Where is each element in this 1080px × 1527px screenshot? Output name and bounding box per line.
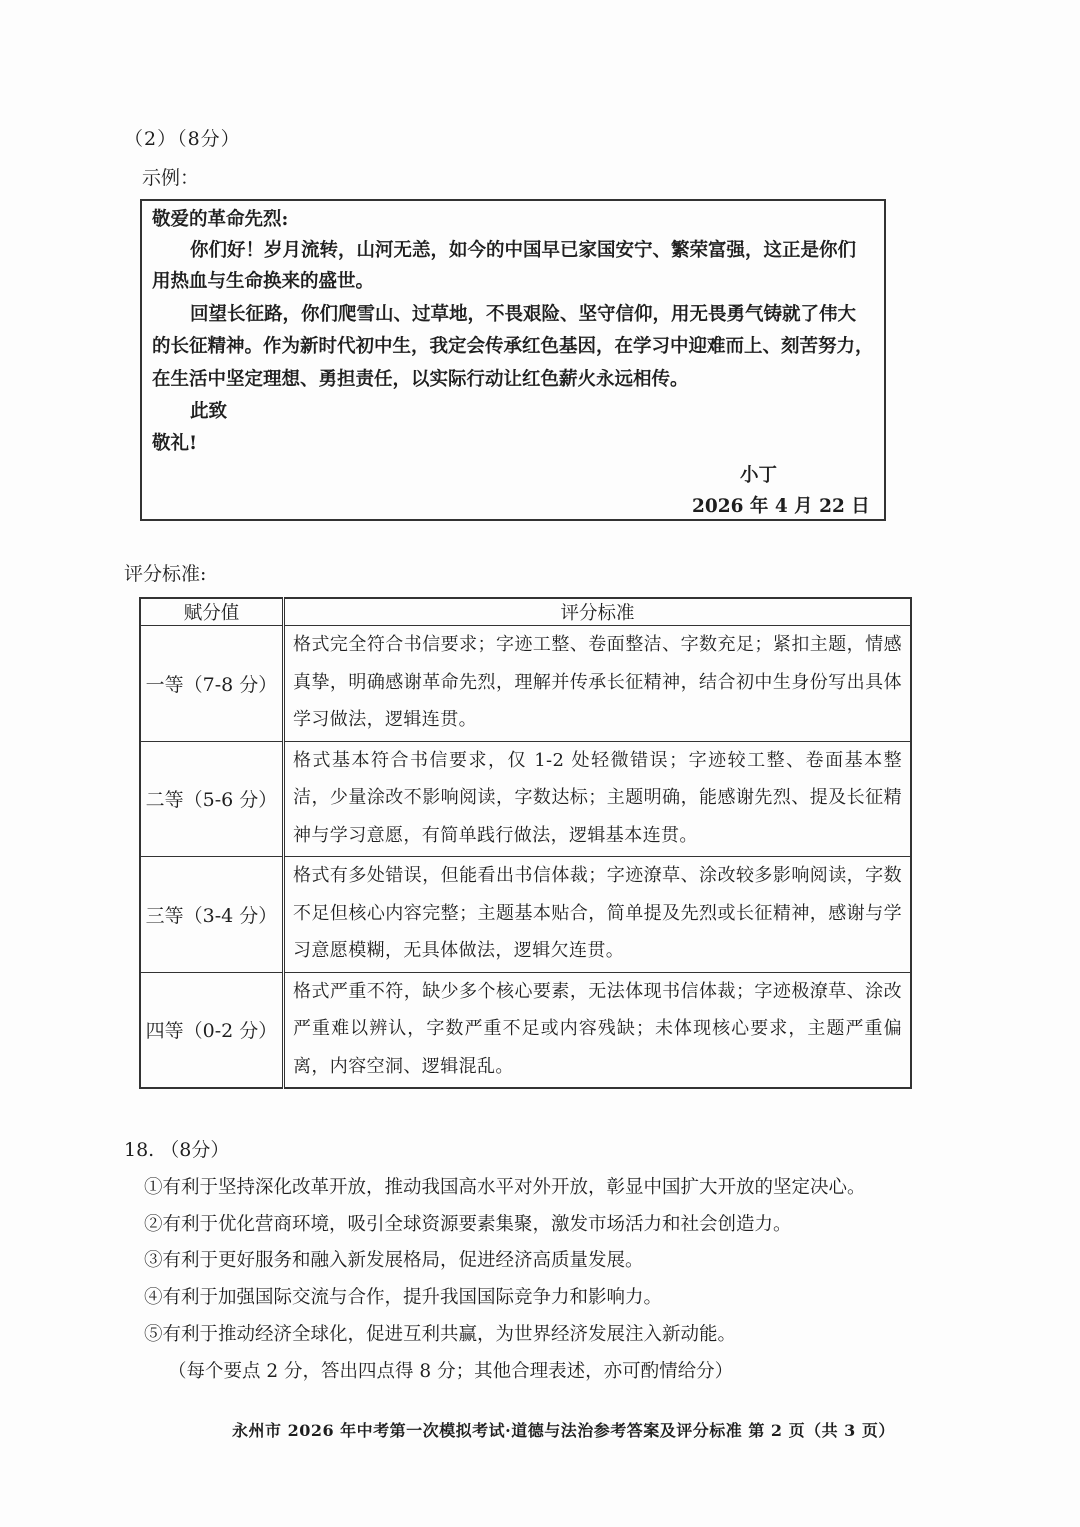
letter-greeting: 敬礼!	[152, 433, 198, 454]
answer-point: ②有利于优化营商环境，吸引全球资源要素集聚，激发市场活力和社会创造力。	[144, 1214, 792, 1235]
header-score: 赋分值	[140, 598, 284, 626]
letter-line: 你们好！岁月流转，山河无恙，如今的中国早已家国安宁、繁荣富强，这正是你们	[190, 240, 857, 261]
grade-cell: 四等（0-2 分）	[140, 972, 284, 1088]
question-2-heading: （2）（8分）	[124, 128, 241, 150]
grade-cell: 三等（3-4 分）	[140, 857, 284, 973]
table-row	[140, 857, 911, 973]
criteria-cell: 格式严重不符，缺少多个核心要素，无法体现书信体裁；字迹极潦草、涂改严重难以辨认，字数严重不足或内容残缺；未体现核心要求，主题严重偏离，内容空洞、逻辑混乱。	[284, 972, 912, 1088]
criteria-cell: 格式完全符合书信要求；字迹工整、卷面整洁、字数充足；紧扣主题，情感真挚，明确感谢革命先烈，理解并传承长征精神，结合初中生身份写出具体学习做法，逻辑连贯。	[284, 626, 912, 742]
criteria-cell: 格式有多处错误，但能看出书信体裁；字迹潦草、涂改较多影响阅读，字数不足但核心内容完整；主题基本贴合，简单提及先烈或长征精神，感谢与学习意愿模糊，无具体做法，逻辑欠连贯。	[284, 857, 912, 973]
page-footer: 永州市 2026 年中考第一次模拟考试·道德与法治参考答案及评分标准 第 2 页（共 3 页）	[232, 1421, 895, 1440]
answer-point: ③有利于更好服务和融入新发展格局，促进经济高质量发展。	[144, 1250, 644, 1271]
letter-line: 回望长征路，你们爬雪山、过草地，不畏艰险、坚守信仰，用无畏勇气铸就了伟大	[190, 304, 857, 325]
example-letter-box	[140, 199, 886, 521]
criteria-cell: 格式基本符合书信要求，仅 1-2 处轻微错误；字迹较工整、卷面基本整洁，少量涂改不影响阅读，字数达标；主题明确，能感谢先烈、提及长征精神与学习意愿，有简单践行做法，逻辑基本连贯。	[284, 741, 912, 857]
letter-line: 用热血与生命换来的盛世。	[152, 271, 375, 292]
letter-line: 在生活中坚定理想、勇担责任，以实际行动让红色薪火永远相传。	[152, 369, 689, 390]
scoring-note: （每个要点 2 分，答出四点得 8 分；其他合理表述，亦可酌情给分）	[168, 1361, 734, 1382]
grade-cell: 一等（7-8 分）	[140, 626, 284, 742]
grade-cell: 二等（5-6 分）	[140, 741, 284, 857]
answer-point: ①有利于坚持深化改革开放，推动我国高水平对外开放，彰显中国扩大开放的坚定决心。	[144, 1177, 866, 1198]
table-row	[140, 972, 911, 1088]
table-header-row	[140, 598, 911, 626]
answer-point: ④有利于加强国际交流与合作，提升我国国际竞争力和影响力。	[144, 1287, 663, 1308]
letter-date: 2026 年 4 月 22 日	[692, 496, 870, 517]
scoring-table	[139, 597, 912, 1089]
example-label: 示例：	[142, 167, 200, 189]
header-criteria: 评分标准	[284, 598, 912, 626]
letter-closing: 此致	[190, 401, 228, 422]
letter-salutation: 敬爱的革命先烈:	[152, 209, 289, 230]
answer-point: ⑤有利于推动经济全球化，促进互利共赢，为世界经济发展注入新动能。	[144, 1324, 737, 1345]
letter-line: 的长征精神。作为新时代初中生，我定会传承红色基因，在学习中迎难而上、刻苦努力，	[152, 336, 874, 357]
letter-signature: 小丁	[740, 465, 778, 486]
question-18-heading: 18. （8分）	[124, 1139, 230, 1161]
table-row	[140, 626, 911, 742]
scoring-label: 评分标准:	[124, 563, 207, 585]
table-row	[140, 741, 911, 857]
